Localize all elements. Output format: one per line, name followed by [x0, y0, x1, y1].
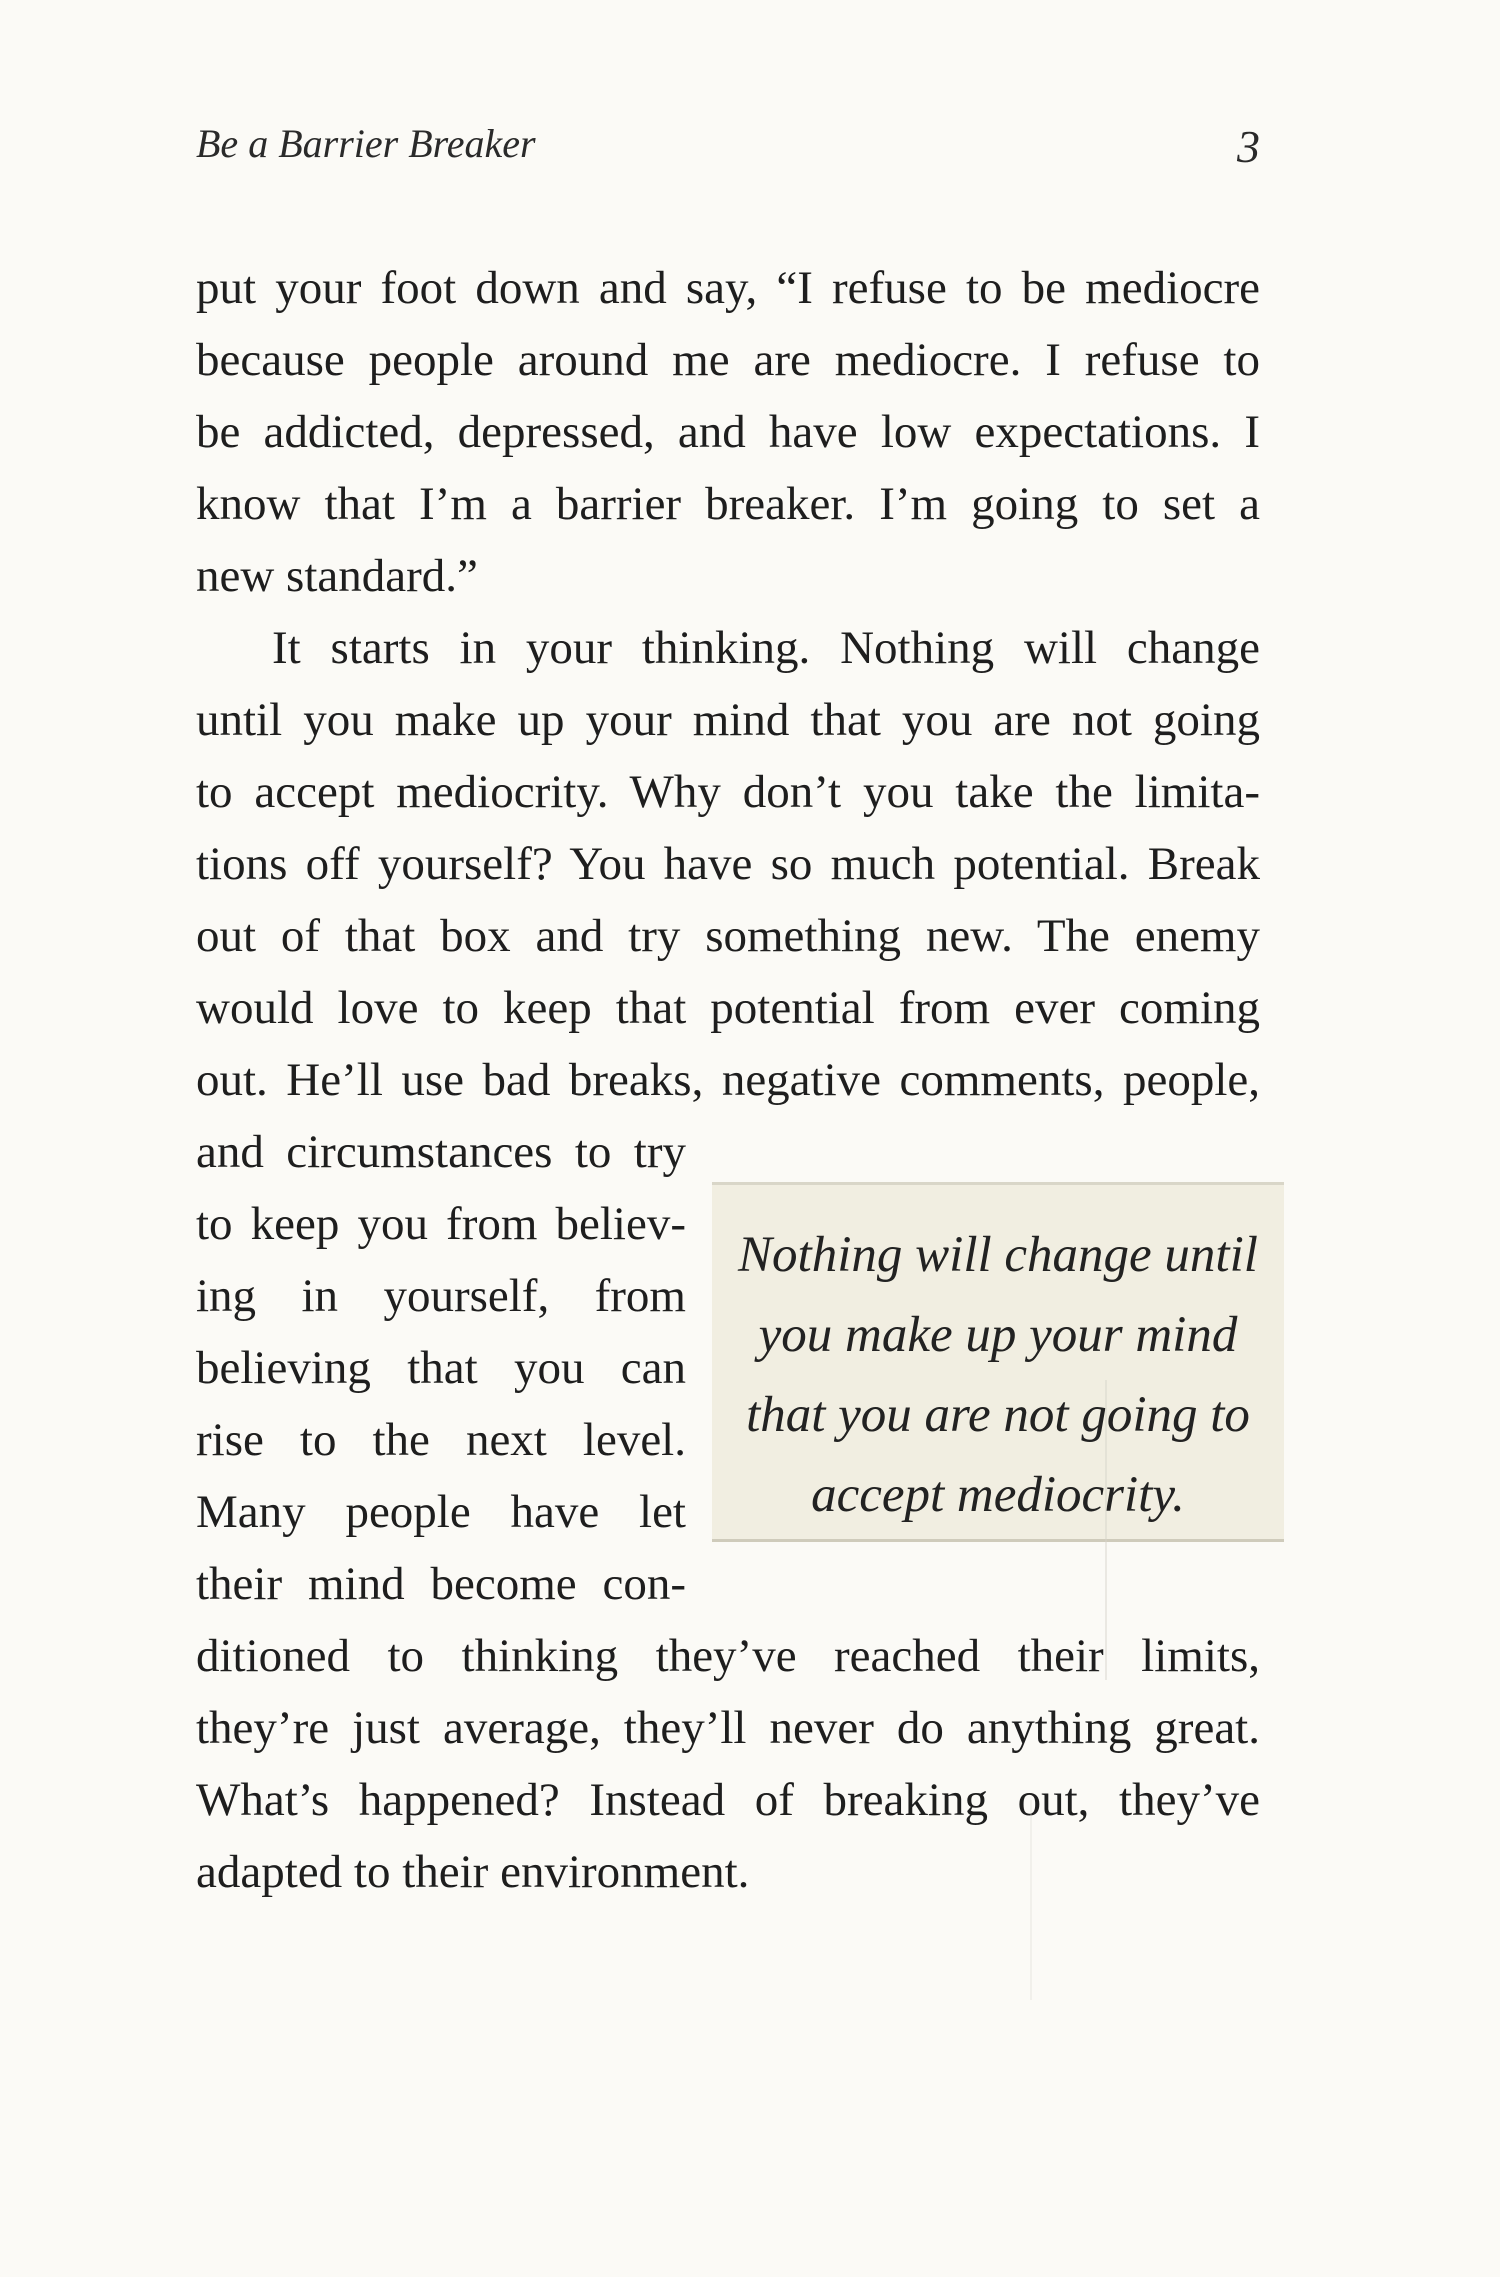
- text-line: new standard.”: [196, 550, 478, 602]
- text-line: be addicted, depressed, and have low expectations. I: [196, 406, 1260, 458]
- text-line: It starts in your thinking. Nothing will change: [272, 622, 1260, 674]
- text-line: ing in yourself, from: [196, 1270, 686, 1322]
- scan-mark: [1030, 1800, 1032, 2000]
- body-text-wrapped: [196, 1116, 686, 1620]
- text-line: adapted to their environment.: [196, 1846, 750, 1898]
- text-line: would love to keep that potential from ever coming: [196, 982, 1260, 1034]
- text-line: out. He’ll use bad breaks, negative comments, people,: [196, 1054, 1260, 1106]
- text-line: out of that box and try something new. The enemy: [196, 910, 1260, 962]
- text-line: know that I’m a barrier breaker. I’m going to set a: [196, 478, 1260, 530]
- body-text-bottom: [196, 1620, 1260, 1908]
- text-line: to keep you from believ-: [196, 1198, 686, 1250]
- pull-quote: [712, 1182, 1284, 1542]
- pull-quote-line: that you are not going to: [746, 1387, 1250, 1443]
- text-line: until you make up your mind that you are not going: [196, 694, 1260, 746]
- text-line: believing that you can: [196, 1342, 686, 1394]
- text-line: put your foot down and say, “I refuse to be mediocre: [196, 262, 1260, 314]
- text-line: rise to the next level.: [196, 1414, 686, 1466]
- text-line: What’s happened? Instead of breaking out, they’ve: [196, 1774, 1260, 1826]
- text-line: because people around me are mediocre. I refuse to: [196, 334, 1260, 386]
- page-number: 3: [1237, 121, 1260, 172]
- text-line: to accept mediocrity. Why don’t you take the limita-: [196, 766, 1260, 818]
- text-line: and circumstances to try: [196, 1126, 686, 1178]
- text-line: tions off yourself? You have so much potential. Break: [196, 838, 1260, 890]
- pull-quote-line: Nothing will change until: [738, 1227, 1258, 1283]
- text-line: Many people have let: [196, 1486, 686, 1538]
- text-line: they’re just average, they’ll never do anything great.: [196, 1702, 1260, 1754]
- body-text-top: [196, 252, 1260, 1116]
- pull-quote-line: you make up your mind: [758, 1307, 1238, 1363]
- running-head: Be a Barrier Breaker: [196, 121, 536, 166]
- text-line: their mind become con-: [196, 1558, 686, 1610]
- scan-mark: [1105, 1380, 1107, 1680]
- text-line: ditioned to thinking they’ve reached their limits,: [196, 1630, 1260, 1682]
- pull-quote-line: accept mediocrity.: [811, 1467, 1185, 1523]
